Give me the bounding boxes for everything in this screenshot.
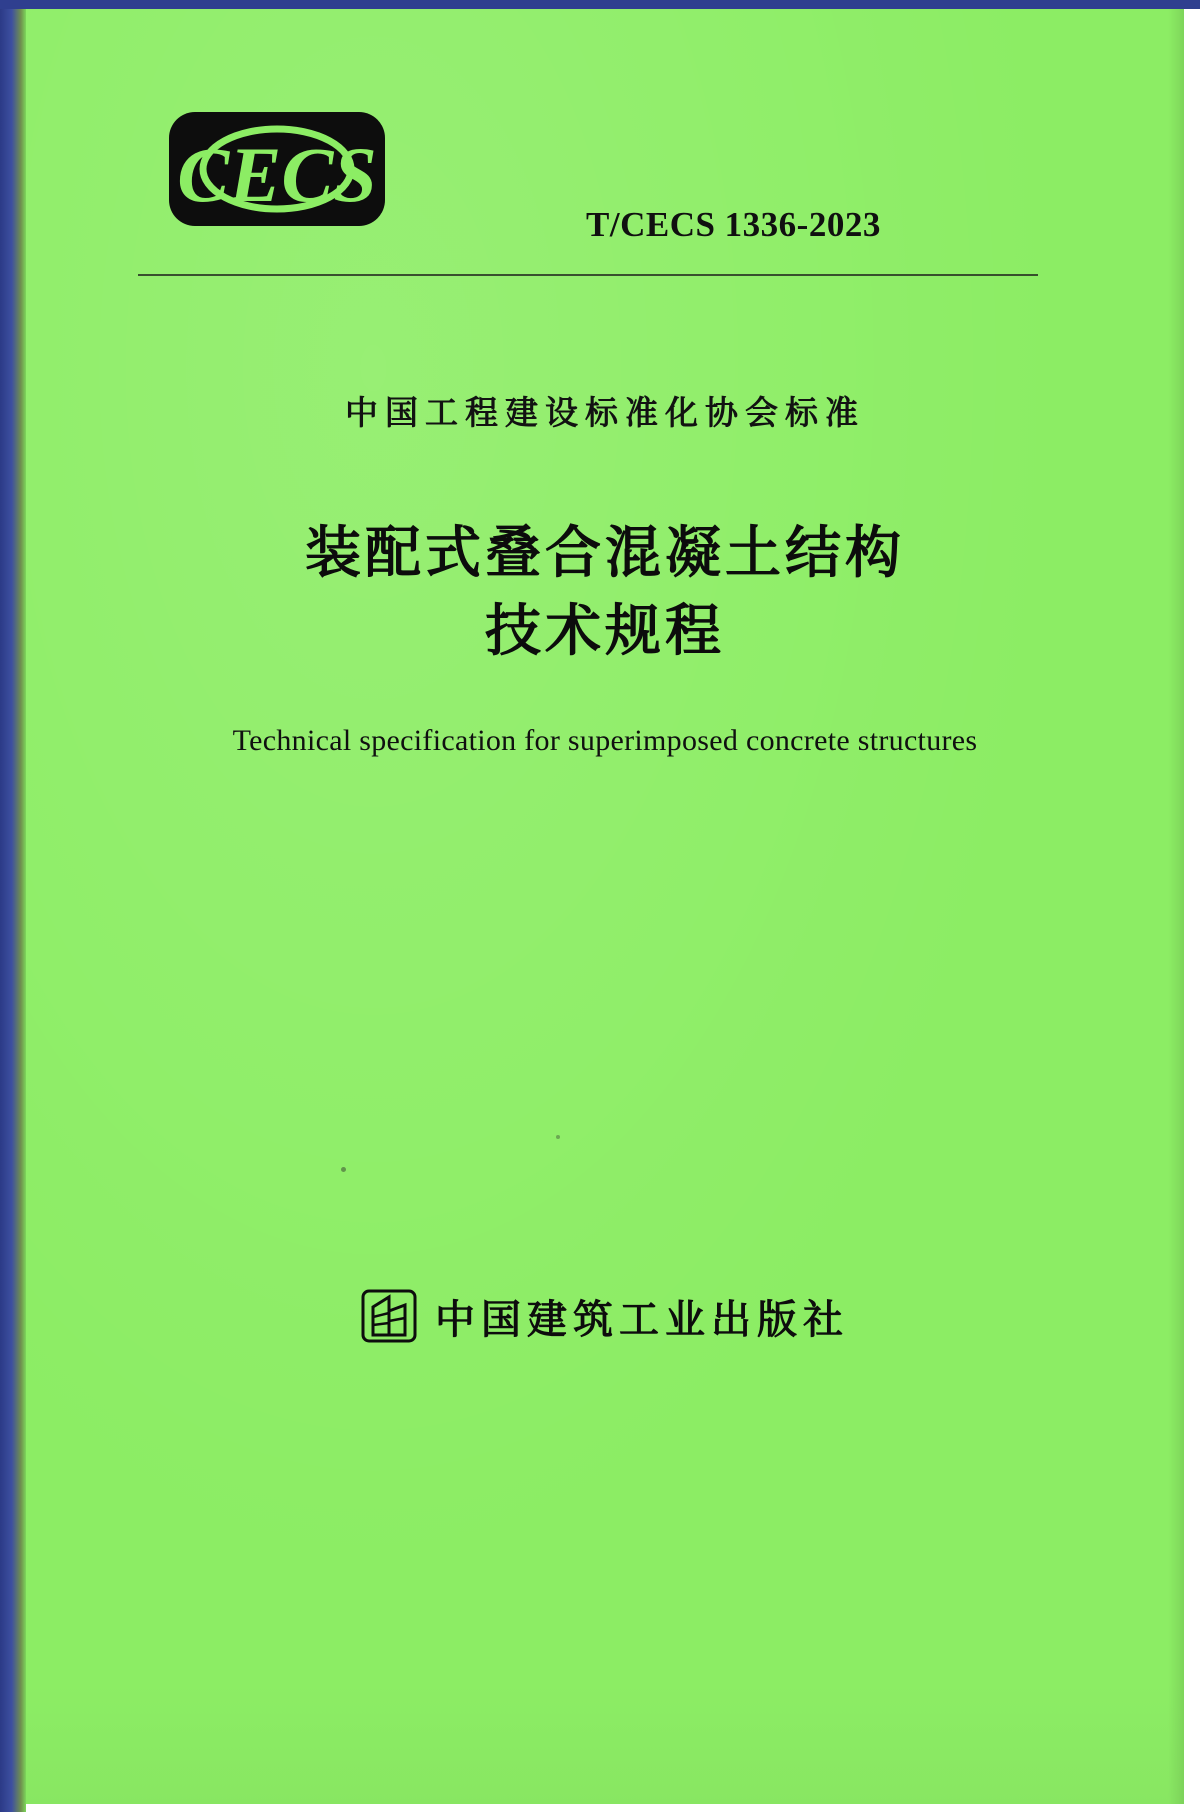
book-spine [0,0,26,1812]
document-title [26,514,1184,670]
standard-number: T/CECS 1336-2023 [586,205,881,244]
cover-front [26,9,1184,1804]
cover-background [26,9,1184,1804]
publisher-name: 中国建筑工业出版社 [435,1297,849,1342]
document-title-line1: 装配式叠合混凝土结构 [305,521,905,584]
header-divider [138,274,1038,276]
publisher-logo-icon [361,1287,417,1345]
cecs-logo [166,109,388,229]
top-edge-strip [0,0,1200,9]
publisher-block [26,1287,1184,1345]
cover-speck [341,1167,346,1172]
cecs-logo-icon [166,109,388,229]
document-title-line2: 技术规程 [485,599,725,662]
association-standard-label: 中国工程建设标准化协会标准 [345,394,865,431]
cover-speck-2 [556,1135,560,1139]
svg-text:CECS: CECS [177,131,377,218]
document-title-english: Technical specification for superimposed concrete structures [232,724,978,757]
cover-right-shade [1168,9,1184,1804]
